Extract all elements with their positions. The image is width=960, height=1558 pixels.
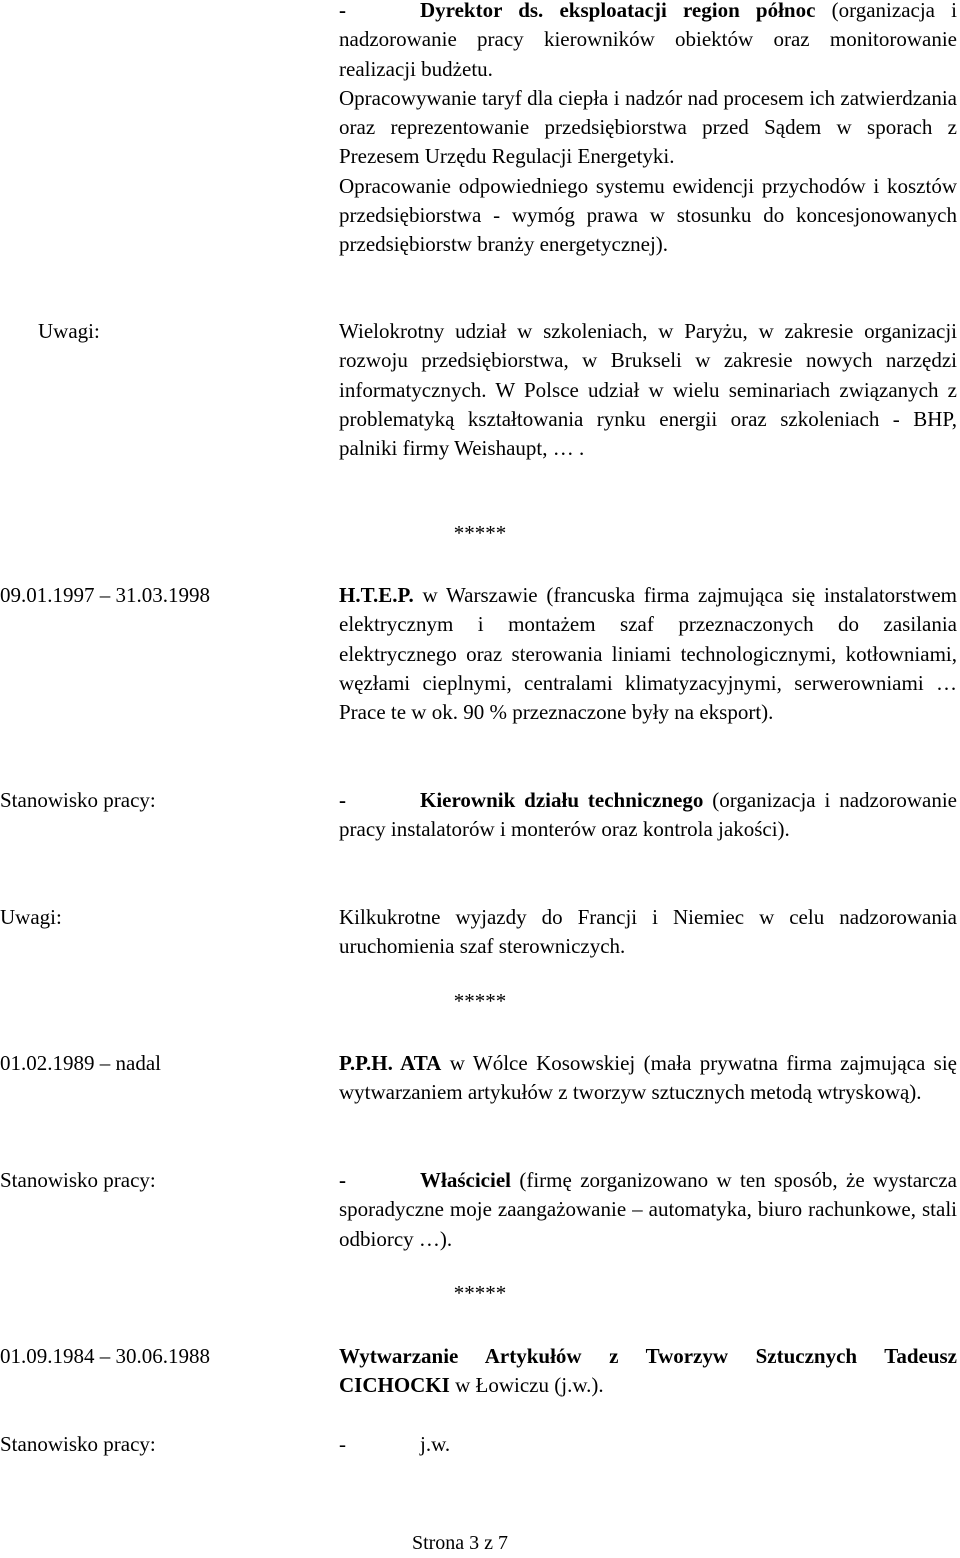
position-description: (firmę zorganizowano w ten sposób, że wystarcza sporadyczne moje zaangażowanie – automatyka, biuro rachunkowe, stali odbiorcy …). — [339, 1168, 957, 1251]
separator: ***** — [453, 521, 507, 545]
job-description — [339, 1342, 957, 1401]
job-dates: 09.01.1997 – 31.03.1998 — [0, 583, 210, 607]
position-dash: - — [339, 788, 346, 812]
company-name: P.P.H. ATA — [339, 1051, 442, 1075]
role-description: (organizacja i nadzorowanie pracy kierowników obiektów oraz monitorowanie realizacji budżetu. — [339, 0, 957, 81]
role-title: Dyrektor ds. eksploatacji region północ — [420, 0, 816, 22]
position-label: Stanowisko pracy: — [0, 788, 156, 812]
company-name: H.T.E.P. — [339, 583, 414, 607]
position-label: Stanowisko pracy: — [0, 1168, 156, 1192]
position-title: Właściciel — [420, 1168, 511, 1192]
company-description: w Wólce Kosowskiej (mała prywatna firma zajmująca się wytwarzaniem artykułów z tworzyw sztucznych metodą wtryskową). — [339, 1051, 957, 1105]
position-title: j.w. — [420, 1432, 451, 1456]
position-dash: - — [339, 1168, 346, 1192]
job-dates: 01.02.1989 – nadal — [0, 1051, 161, 1075]
position-content — [339, 1166, 957, 1254]
position-content — [339, 786, 957, 845]
company-name: Wytwarzanie Artykułów z Tworzyw Sztucznych Tadeusz CICHOCKI — [339, 1344, 957, 1398]
notes-text: Wielokrotny udział w szkoleniach, w Paryżu, w zakresie organizacji rozwoju przedsiębiorstwa, w Brukseli w zakresie nowych narzędzi informatycznych. W Polsce udział w wielu seminariach związanych z problematyką kształtowania rynku energii oraz szkoleniach - BHP, palniki firmy Weishaupt, … . — [339, 319, 957, 461]
page-number: Strona 3 z 7 — [411, 1532, 509, 1554]
position-dash: - — [339, 1432, 346, 1456]
tariff-paragraph: Opracowywanie taryf dla ciepła i nadzór nad procesem ich zatwierdzania oraz reprezentowanie przedsiębiorstwa przed Sądem w sporach z Prezesem Urzędu Regulacji Energetyki. — [339, 85, 957, 169]
accounting-paragraph: Opracowanie odpowiedniego systemu ewidencji przychodów i kosztów przedsiębiorstwa - wymóg prawa w stosunku do koncesjonowanych przedsiębiorstw branży energetycznej). — [339, 173, 957, 257]
notes-label: Uwagi: — [38, 319, 100, 343]
role-content — [339, 0, 957, 260]
separator: ***** — [453, 989, 507, 1013]
job-description — [339, 581, 957, 727]
job-dates: 01.09.1984 – 30.06.1988 — [0, 1344, 210, 1368]
company-description: w Warszawie (francuska firma zajmująca się instalatorstwem elektrycznym i montażem szaf przeznaczonych do zasilania elektrycznego oraz sterowania liniami technologicznymi, kotłowniami, węzłami cieplnymi, centralami klimatyzacyjnymi, serwerowniami … Prace te w ok. 90 % przeznaczone były na eksport). — [339, 583, 957, 725]
role-line — [339, 0, 957, 84]
position-label: Stanowisko pracy: — [0, 1432, 156, 1456]
role-dash: - — [339, 0, 346, 22]
position-title: Kierownik działu technicznego — [420, 788, 704, 812]
notes-label: Uwagi: — [0, 905, 62, 929]
company-description: w Łowiczu (j.w.). — [449, 1373, 604, 1398]
position-content — [339, 1430, 957, 1459]
position-description: (organizacja i nadzorowanie pracy instalatorów i monterów oraz kontrola jakości). — [339, 788, 958, 842]
separator: ***** — [453, 1281, 507, 1305]
job-description — [339, 1049, 957, 1108]
notes-text: Kilkukrotne wyjazdy do Francji i Niemiec w celu nadzorowania uruchomienia szaf sterowniczych. — [339, 905, 957, 959]
